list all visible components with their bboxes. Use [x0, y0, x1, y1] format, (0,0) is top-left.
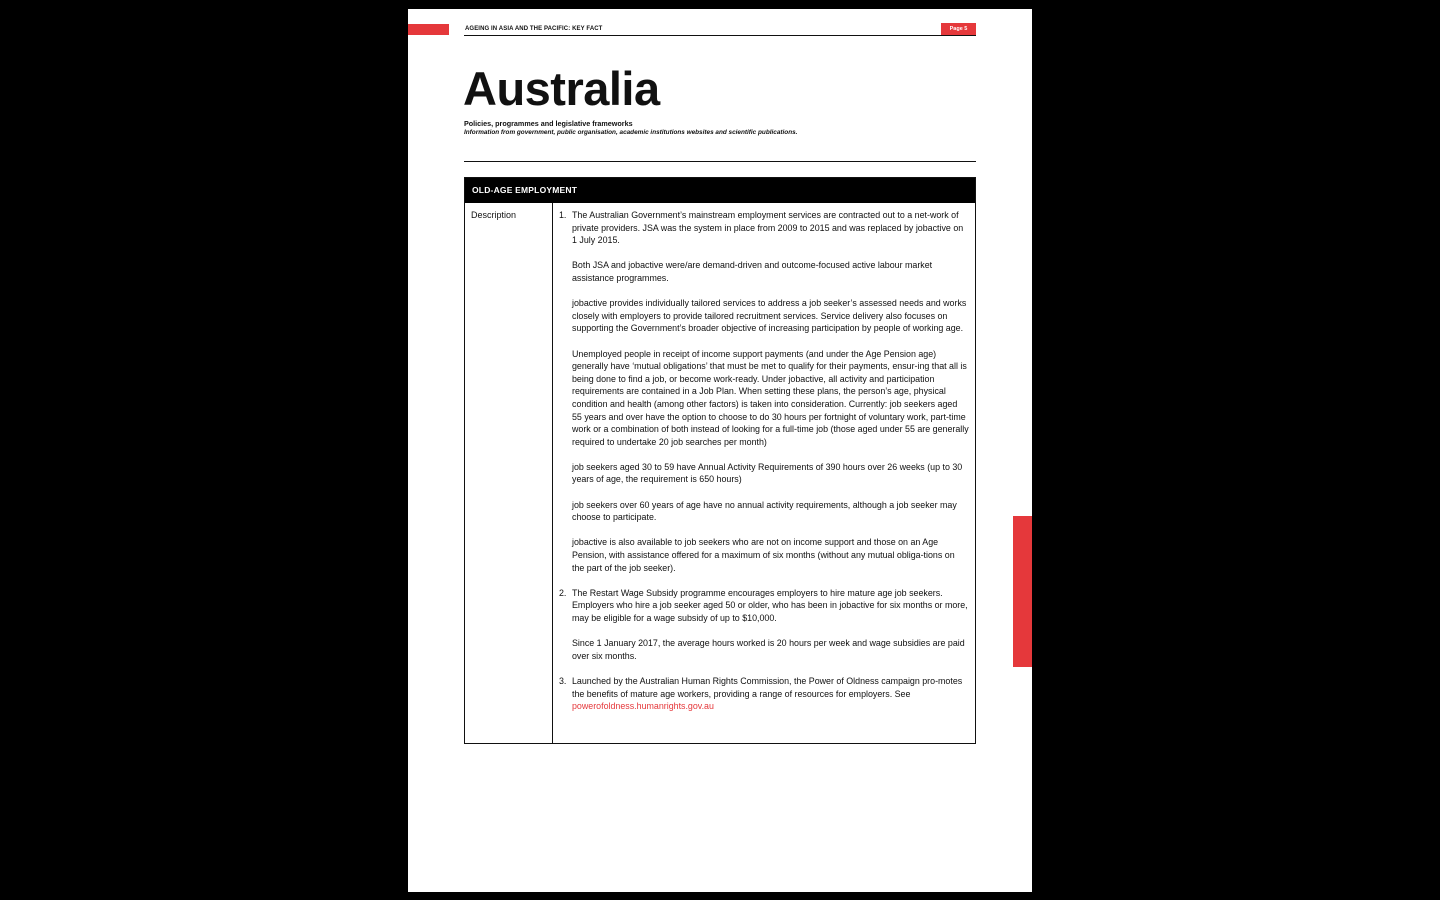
paragraph: [572, 675, 969, 713]
website-link[interactable]: powerofoldness.humanrights.gov.au: [572, 701, 714, 712]
page-number-badge: Page 5: [941, 23, 976, 35]
paragraph: job seekers over 60 years of age have no annual activity requirements, although a job seeker may choose to participate.: [572, 499, 957, 523]
paragraph: Both JSA and jobactive were/are demand-driven and outcome-focused active labour market assistance programmes.: [572, 260, 933, 283]
column-divider: [552, 203, 553, 743]
row-label: Description: [471, 210, 517, 220]
list-number: 1.: [559, 210, 567, 220]
page-title: Australia: [463, 62, 660, 115]
paragraph-text: Launched by the Australian Human Rights Commission, the Power of Oldness campaign pro-motes the benefits of mature age workers, providing a range of resources for employers. See: [572, 675, 963, 699]
paragraph: The Restart Wage Subsidy programme encourages employers to hire mature age job seekers. Employers who hire a job seeker aged 50 or older, who has been in jobactive for six months or more, may be eligible for a wage subsidy of up to $10,000.: [572, 587, 968, 623]
running-head: AGEING IN ASIA AND THE PACIFIC: KEY FACT: [465, 26, 603, 32]
paragraph: jobactive provides individually tailored services to address a job seeker’s assessed needs and works closely with employers to provide tailored recruitment services. Service delivery also focuses on supporting the Government’s broader objective of increasing participation by people of working age.: [572, 298, 967, 334]
info-table: [464, 177, 976, 744]
list-item: [559, 209, 969, 574]
red-edge-tab: [408, 24, 449, 35]
document-page: [408, 9, 1032, 892]
paragraph: job seekers aged 30 to 59 have Annual Activity Requirements of 390 hours over 26 weeks (up to 30 years of age, the requirement is 650 hours): [572, 461, 963, 485]
list-item: [559, 675, 969, 713]
list-item: [559, 587, 969, 663]
paragraph: jobactive is also available to job seekers who are not on income support and those on an Age Pension, with assistance offered for a maximum of six months (without any mutual obliga-tions on the part of the job seeker).: [572, 537, 955, 573]
list-number: 3.: [559, 675, 567, 686]
paragraph: The Australian Government’s mainstream employment services are contracted out to a net-work of private providers. JSA was the system in place from 2009 to 2015 and was replaced by jobactive on 1 July 2015.: [572, 210, 964, 246]
list-number: 2.: [559, 587, 567, 598]
header-rule: [464, 35, 976, 36]
section-rule: [464, 161, 976, 162]
paragraph: Since 1 January 2017, the average hours worked is 20 hours per week and wage subsidies are paid over six months.: [572, 638, 965, 661]
paragraph: Unemployed people in receipt of income support payments (and under the Age Pension age) generally have ‘mutual obligations’ that must be met to qualify for their payments, ensur-ing that all is being done to find a job, or become work-ready. Under jobactive, all activity and participation requirements are contained in a Job Plan. When setting these plans, the person’s age, physical condition and health (among other factors) is taken into consideration. Currently: job seekers aged 55 years and over have the option to choose to do 30 hours per fortnight of voluntary work, part-time work or a combination of both instead of looking for a full-time job (those aged under 55 are generally required to undertake 20 job searches per month): [572, 348, 969, 447]
page-subtitle-italic: Information from government, public organisation, academic institutions websites and scientific publications.: [464, 129, 798, 136]
table-header: OLD-AGE EMPLOYMENT: [465, 178, 975, 203]
description-content: [559, 209, 969, 713]
red-side-tab: [1013, 516, 1032, 667]
page-subtitle: Policies, programmes and legislative frameworks: [464, 119, 633, 128]
